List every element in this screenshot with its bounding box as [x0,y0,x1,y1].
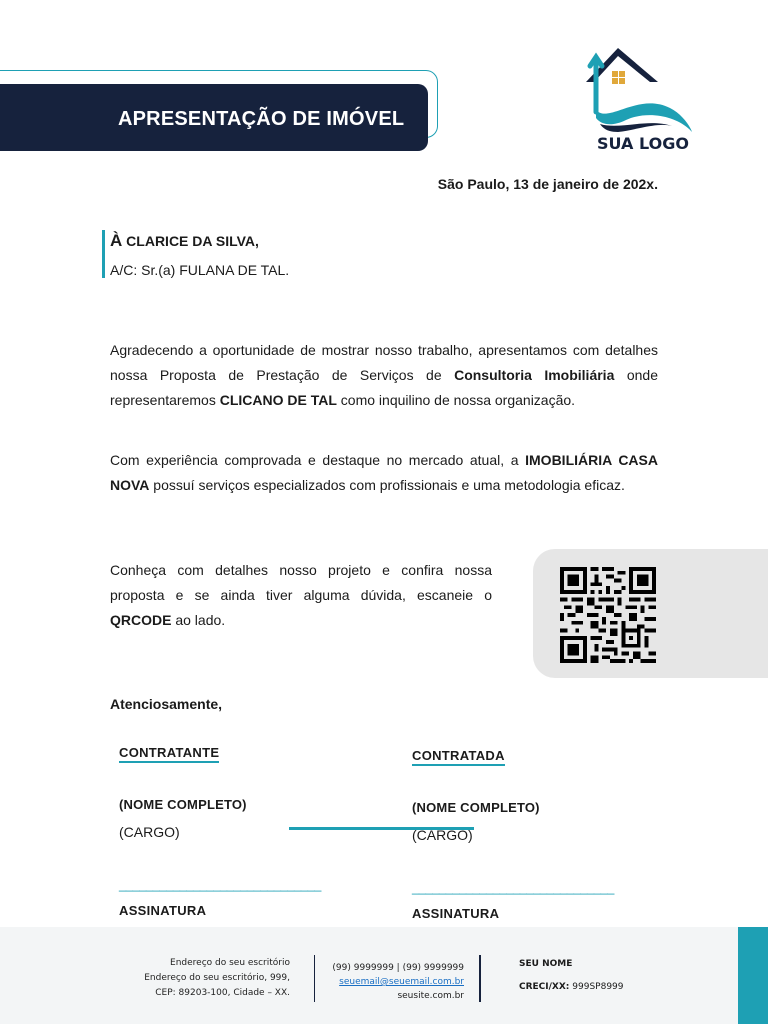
qr-code-icon[interactable] [558,567,658,663]
contratada-signature-line: ______________________________ [412,880,614,895]
contratante-heading: CONTRATANTE [119,745,219,763]
footer-creci: CRECI/XX: 999SP8999 [519,982,624,992]
contratada-cargo: (CARGO) [412,827,473,843]
footer-accent-bar [738,927,768,1024]
footer-email-link[interactable]: seuemail@seuemail.com.br [339,977,464,987]
contratante-signature-label: ASSINATURA [119,903,207,918]
addressee-name: CLARICE DA SILVA, [126,233,259,249]
footer-site[interactable]: seusite.com.br [397,991,464,1001]
letter-date: São Paulo, 13 de janeiro de 202x. [437,176,658,192]
paragraph-experience: Com experiência comprovada e destaque no mercado atual, a IMOBILIÁRIA CASA NOVA possuí serviços especializados com profissionais e uma metodologia eficaz. [110,452,658,493]
footer-divider [479,955,481,1002]
footer-agent-name: SEU NOME [519,959,573,969]
addressee-name-line [110,231,259,251]
addressee-prefix: À [110,231,123,250]
paragraph-qrcode: Conheça com detalhes nosso projeto e confira nossa proposta e se ainda tiver alguma dúvida, escaneie o QRCODE ao lado. [110,562,492,628]
page-title: APRESENTAÇÃO DE IMÓVEL [118,108,405,130]
footer-contact [332,961,464,1003]
contratada-heading: CONTRATADA [412,748,505,766]
addressee-accent-bar [102,230,105,278]
closing-text: Atenciosamente, [110,696,223,712]
addressee-attention: A/C: Sr.(a) FULANA DE TAL. [110,262,290,278]
footer-divider [314,955,315,1002]
contratante-name: (NOME COMPLETO) [119,797,247,812]
footer-address: Endereço do seu escritório Endereço do seu escritório, 999, CEP: 89203-100, Cidade – XX. [144,958,290,998]
contratante-cargo: (CARGO) [119,824,180,840]
logo-text: SUA LOGO [597,134,689,153]
paragraph-intro: Agradecendo a oportunidade de mostrar nosso trabalho, apresentamos com detalhes nossa Proposta de Prestação de Serviços de Consultoria Imobiliária onde representaremos CLICANO DE TAL como inquilino de nossa organização. [110,342,658,408]
contratada-signature-label: ASSINATURA [412,906,500,921]
contratante-signature-line: ______________________________ [119,877,321,892]
footer-phones: (99) 9999999 | (99) 9999999 [332,963,464,973]
contratada-name: (NOME COMPLETO) [412,800,540,815]
